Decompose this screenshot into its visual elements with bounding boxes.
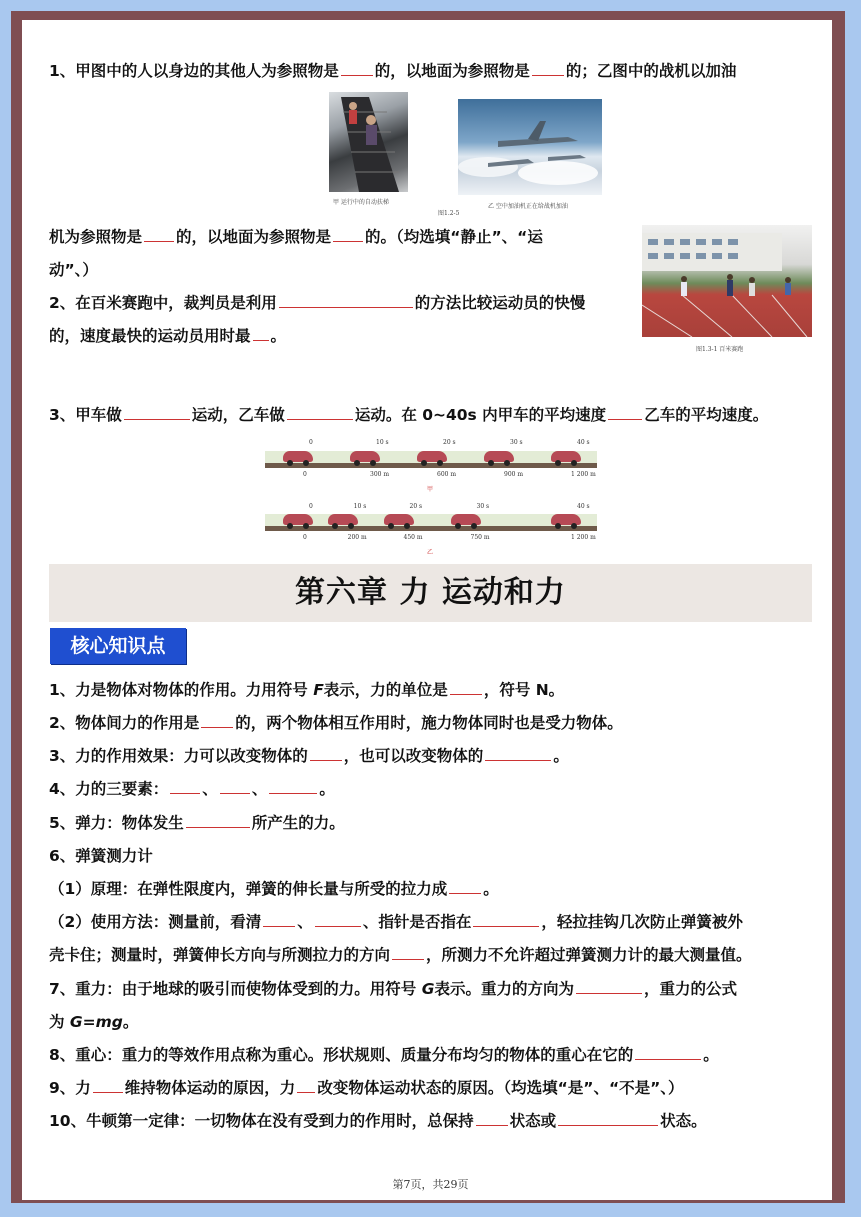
yi-distance-label: 1 200 m bbox=[571, 534, 596, 541]
point-1: 1、力是物体对物体的作用。力用符号 F表示，力的单位是 ，符号 N。 bbox=[49, 681, 565, 699]
caption-sprint: 图1.3-1 百米赛跑 bbox=[696, 346, 744, 353]
point-10: 10、牛顿第一定律：一切物体在没有受到力的作用时，总保持 状态或 状态。 bbox=[49, 1112, 707, 1130]
point-6-3: 壳卡住；测量时，弹簧伸长方向与所测拉力的方向 ，所测力不允许超过弹簧测力计的最大测量值。 bbox=[49, 946, 752, 964]
point-7: 7、重力：由于地球的吸引而使物体受到的力。用符号 G表示。重力的方向为 ，重力的公式 bbox=[49, 980, 737, 998]
q1-line2: 机为参照物是 的，以地面为参照物是 的。（均选填“静止”、“运 bbox=[49, 228, 543, 246]
yi-time-label: 40 s bbox=[577, 503, 590, 510]
aircraft-photo bbox=[458, 99, 602, 195]
jia-distance-label: 300 m bbox=[370, 471, 390, 478]
point-3: 3、力的作用效果：力可以改变物体的 ，也可以改变物体的 。 bbox=[49, 747, 569, 765]
yi-time-label: 20 s bbox=[409, 503, 423, 510]
jia-time-label: 40 s bbox=[577, 439, 590, 446]
point-7-formula: 为 G=mg。 bbox=[49, 1013, 139, 1031]
jia-time-label: 30 s bbox=[510, 439, 523, 446]
caption-jia: 甲 运行中的自动扶梯 bbox=[333, 199, 389, 206]
section-badge: 核心知识点 bbox=[50, 628, 186, 664]
jia-distance-label: 900 m bbox=[504, 471, 524, 478]
point-2: 2、物体间力的作用是 的，两个物体相互作用时，施力物体同时也是受力物体。 bbox=[49, 714, 623, 732]
yi-distance-label: 750 m bbox=[470, 534, 490, 541]
yi-distance-label: 200 m bbox=[347, 534, 367, 541]
yi-time-label: 10 s bbox=[353, 503, 367, 510]
jia-time-label: 0 bbox=[309, 439, 313, 446]
point-5: 5、弹力：物体发生 所产生的力。 bbox=[49, 814, 345, 832]
yi-car bbox=[451, 514, 481, 525]
yi-track-road bbox=[265, 526, 597, 531]
jia-time-label: 10 s bbox=[376, 439, 389, 446]
caption-yi: 乙 空中加油机正在给战机加油 bbox=[488, 203, 568, 210]
chapter-title: 第六章 力 运动和力 bbox=[49, 564, 812, 622]
yi-track-grass bbox=[265, 514, 597, 526]
yi-car bbox=[328, 514, 358, 525]
track-label-jia: 甲 bbox=[427, 486, 434, 493]
yi-car bbox=[551, 514, 581, 525]
yi-distance-label: 450 m bbox=[403, 534, 423, 541]
q1-line1: 1、甲图中的人以身边的其他人为参照物是 的，以地面为参照物是 的；乙图中的战机以加油 bbox=[49, 62, 737, 80]
jia-car bbox=[283, 451, 313, 462]
yi-car bbox=[283, 514, 313, 525]
escalator-photo bbox=[329, 92, 408, 192]
point-6-1: （1）原理：在弹性限度内，弹簧的伸长量与所受的拉力成 。 bbox=[49, 880, 499, 898]
jia-distance-label: 1 200 m bbox=[571, 471, 596, 478]
point-6-2: （2）使用方法：测量前，看清 、 、指针是否指在 ，轻拉挂钩几次防止弹簧被外 bbox=[49, 913, 743, 931]
sprint-photo bbox=[642, 225, 812, 337]
jia-distance-label: 0 bbox=[303, 471, 307, 478]
jia-distance-label: 600 m bbox=[437, 471, 457, 478]
point-4: 4、力的三要素： 、 、 。 bbox=[49, 780, 335, 798]
q3-line: 3、甲车做 运动，乙车做 运动。在 0~40s 内甲车的平均速度 乙车的平均速度。 bbox=[49, 406, 769, 424]
track-label-yi: 乙 bbox=[427, 549, 434, 556]
jia-car bbox=[551, 451, 581, 462]
point-6: 6、弹簧测力计 bbox=[49, 847, 153, 865]
jia-car bbox=[484, 451, 514, 462]
yi-distance-label: 0 bbox=[303, 534, 307, 541]
yi-car bbox=[384, 514, 414, 525]
q2-line2: 的，速度最快的运动员用时最 。 bbox=[49, 327, 287, 345]
jia-track-road bbox=[265, 463, 597, 468]
jia-car bbox=[417, 451, 447, 462]
jia-car bbox=[350, 451, 380, 462]
figure-number: 图1.2-5 bbox=[438, 210, 460, 217]
point-9: 9、力 维持物体运动的原因，力 改变物体运动状态的原因。（均选填“是”、“不是”、） bbox=[49, 1079, 684, 1097]
yi-time-label: 0 bbox=[309, 503, 313, 510]
q2-line1: 2、在百米赛跑中，裁判员是利用 的方法比较运动员的快慢 bbox=[49, 294, 586, 312]
jia-time-label: 20 s bbox=[443, 439, 456, 446]
point-8: 8、重心：重力的等效作用点称为重心。形状规则、质量分布均匀的物体的重心在它的 。 bbox=[49, 1046, 719, 1064]
page-footer: 第7页，共29页 bbox=[392, 1178, 469, 1191]
yi-time-label: 30 s bbox=[476, 503, 490, 510]
q1-line3: 动”、） bbox=[49, 261, 98, 279]
